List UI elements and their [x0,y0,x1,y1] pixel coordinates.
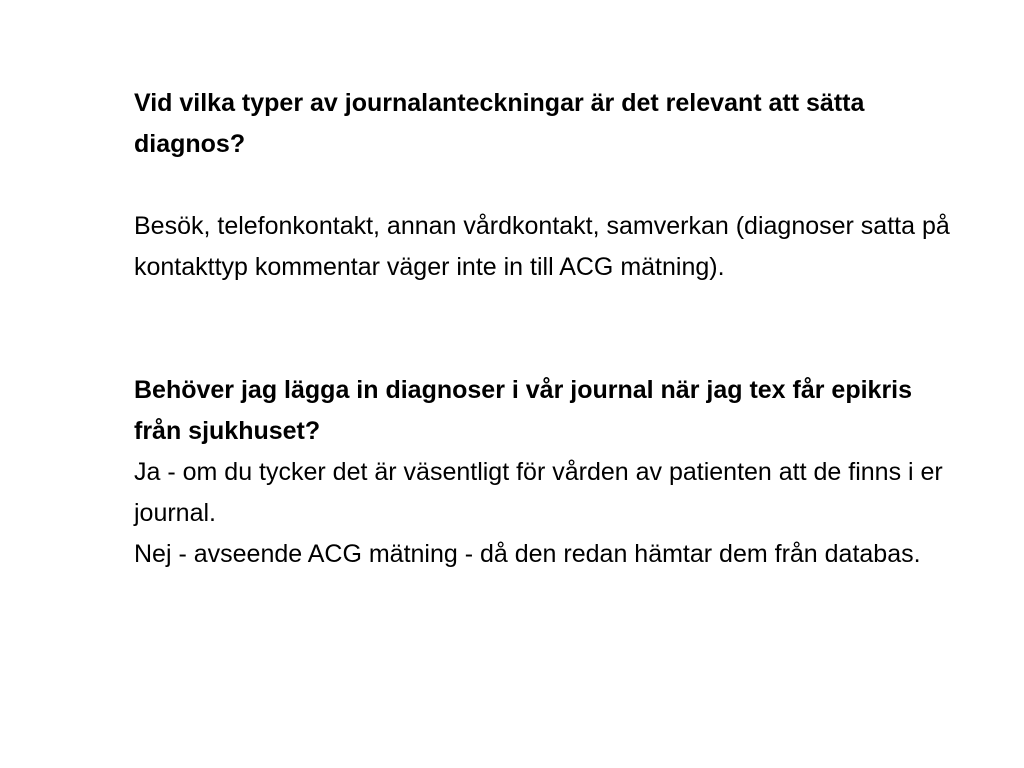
answer-2-yes: Ja - om du tycker det är väsentligt för vården av patienten att de finns i er journal. [134,458,943,527]
spacer [134,165,954,206]
question-2: Behöver jag lägga in diagnoser i vår journal när jag tex får epikris från sjukhuset? [134,376,913,445]
spacer [134,288,954,370]
slide-content [134,83,954,575]
question-1: Vid vilka typer av journalanteckningar är det relevant att sätta diagnos? [134,89,865,158]
answer-2-no: Nej - avseende ACG mätning - då den redan hämtar dem från databas. [134,540,921,568]
answer-1: Besök, telefonkontakt, annan vårdkontakt, samverkan (diagnoser satta på kontakttyp kommentar väger inte in till ACG mätning). [134,212,950,281]
